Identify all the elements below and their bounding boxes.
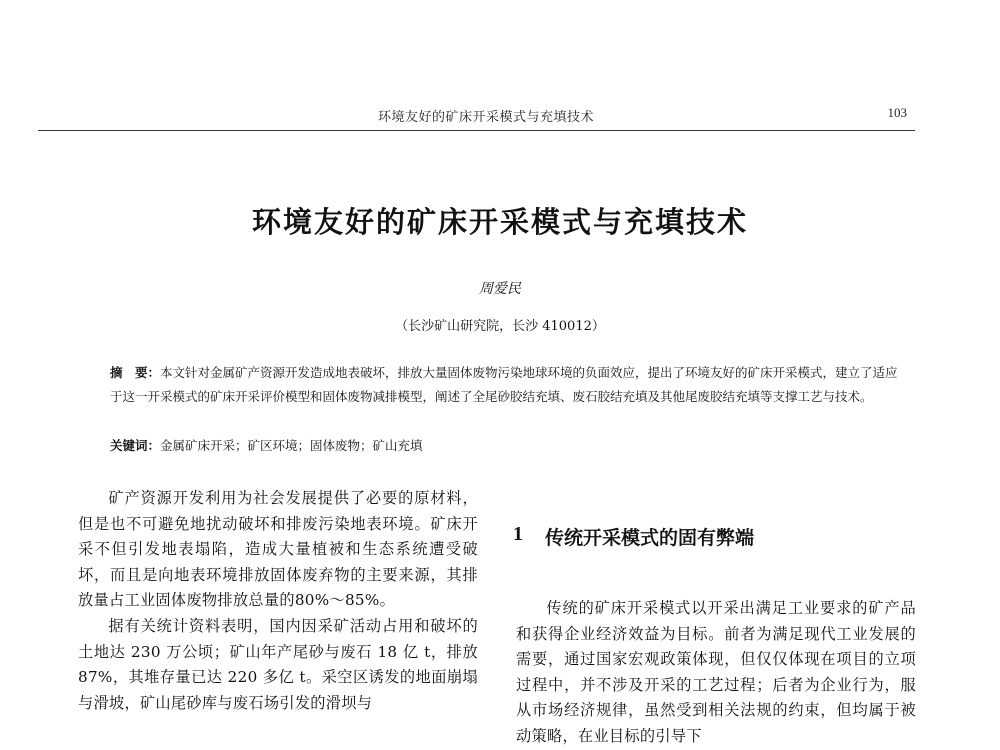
abstract-text: 本文针对金属矿产资源开发造成地表破坏，排放大量固体废物污染地球环境的负面效应，提出了环境友好的矿床开采模式，建立了适应于这一开采模式的矿床开采评价模型和固体废物减排模型，阐述了全尾砂胶结充填、废石胶结充填及其他尾废胶结充填等支撑工艺与技术。 <box>110 365 898 404</box>
body-paragraph: 矿产资源开发利用为社会发展提供了必要的原材料，但是也不可避免地扰动破坏和排废污染地表环境。矿床开采不但引发地表塌陷，造成大量植被和生态系统遭受破坏，而且是向地表环境排放固体废弃物的主要来源，其排放量占工业固体废物排放总量的80%～85%。 <box>78 489 478 610</box>
author-affiliation: （长沙矿山研究院，长沙 410012） <box>395 319 605 334</box>
header-rule <box>38 130 915 131</box>
running-title: 环境友好的矿床开采模式与充填技术 <box>378 110 595 125</box>
section-number: 1 <box>513 523 523 545</box>
section-title: 传统开采模式的固有弊端 <box>545 527 755 549</box>
body-paragraph: 据有关统计资料表明，国内因采矿活动占用和破坏的土地达 230 万公顷；矿山年产尾砂与废石 18 亿 t，排放 87%，其堆存量已达 220 多亿 t。采空区诱发的地面崩塌与滑坡，矿山尾砂库与废石场引发的滑坝与 <box>78 616 478 712</box>
abstract-label: 摘 要： <box>110 365 161 380</box>
keywords-text: 金属矿床开采；矿区环境；固体废物；矿山充填 <box>160 438 423 453</box>
author-name: 周爱民 <box>479 281 521 297</box>
left-column <box>78 486 478 716</box>
page-number: 103 <box>887 105 907 120</box>
keywords-label: 关键词： <box>110 438 161 453</box>
body-paragraph: 传统的矿床开采模式以开采出满足工业要求的矿产品和获得企业经济效益为目标。前者为满足现代工业发展的需要，通过国家宏观政策体现，但仅仅体现在项目的立项过程中，并不涉及开采的工艺过程；后者为企业行为，服从市场经济规律，虽然受到相关法规的约束，但均属于被动策略，在业目标的引导下 <box>516 599 916 745</box>
abstract <box>110 361 900 409</box>
right-column <box>516 596 916 750</box>
section-heading <box>513 523 754 550</box>
running-header <box>38 104 915 126</box>
keywords <box>110 434 900 458</box>
article-title: 环境友好的矿床开采模式与充填技术 <box>251 205 748 239</box>
